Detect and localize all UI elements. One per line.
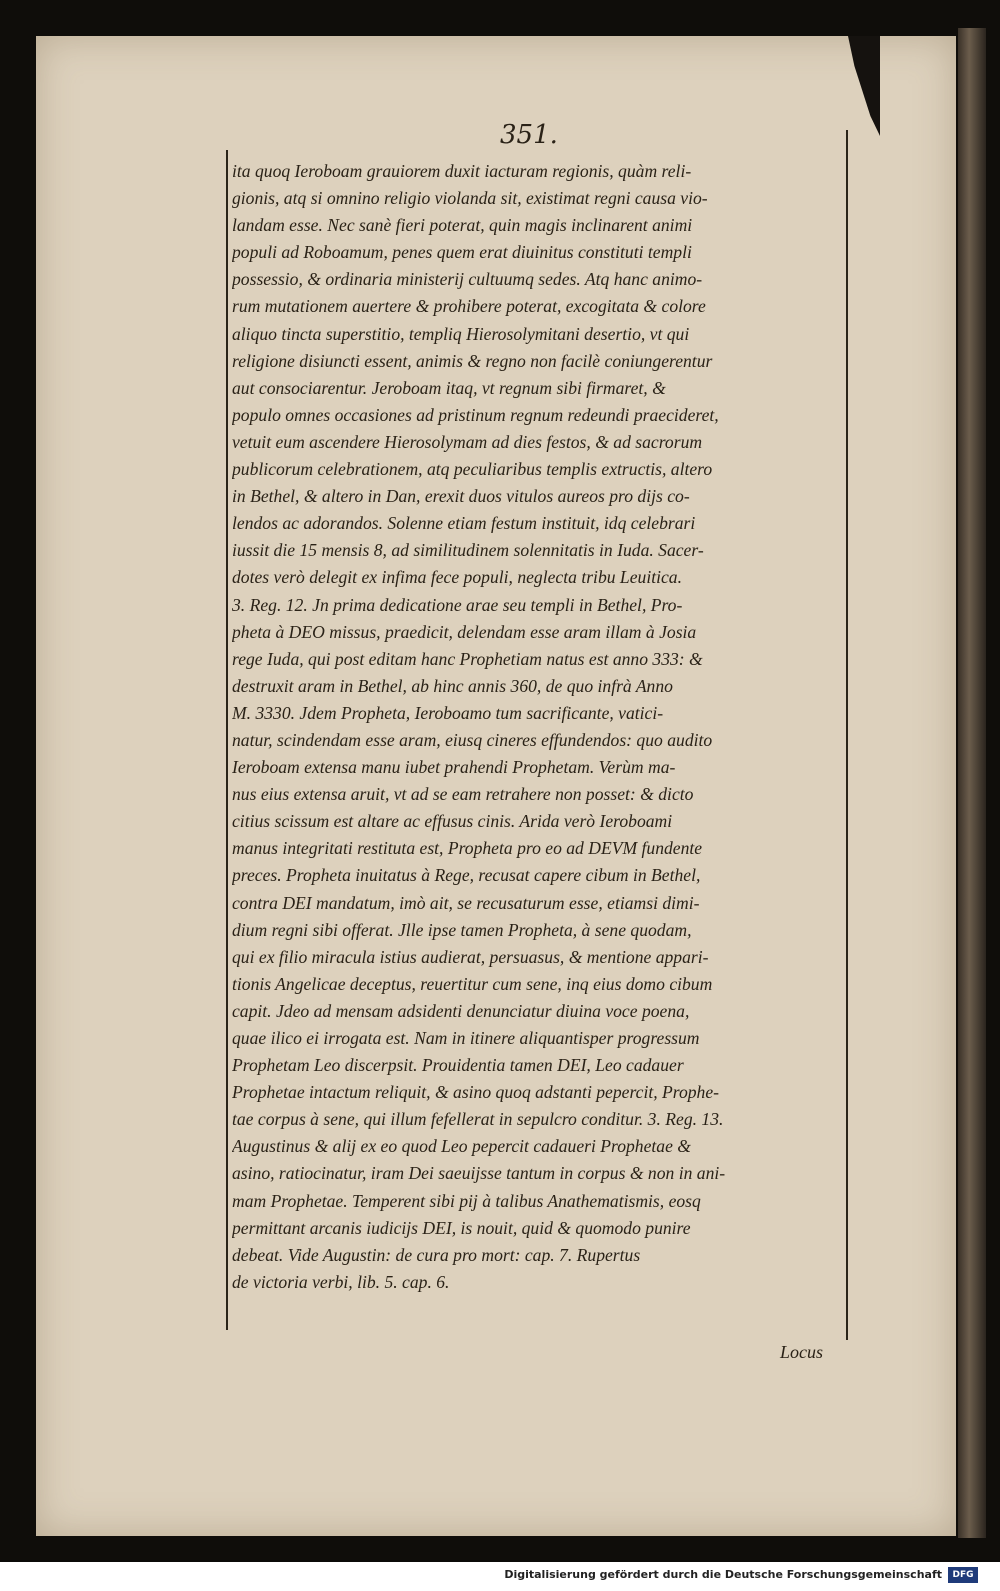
text-line: mam Prophetae. Temperent sibi pij à talibus Anathematismis, eosq — [232, 1190, 701, 1211]
text-line: M. 3330. Jdem Propheta, Ieroboamo tum sacrificante, vatici- — [232, 702, 664, 723]
text-line: publicorum celebrationem, atq peculiaribus templis extructis, altero — [232, 459, 713, 480]
text-line: dotes verò delegit ex infima fece populi, neglecta tribu Leuitica. — [232, 567, 682, 588]
page-edge — [958, 28, 986, 1538]
text-line: Prophetae intactum reliquit, & asino quoq adstanti pepercit, Prophe- — [232, 1082, 720, 1103]
text-line: religione disiuncti essent, animis & regno non facilè coniungerentur — [232, 350, 713, 371]
text-line: Augustinus & alij ex eo quod Leo pepercit cadaueri Prophetae & — [232, 1136, 691, 1157]
text-line: gionis, atq si omnino religio violanda sit, existimat regni causa vio- — [232, 188, 708, 209]
text-line: pheta à DEO missus, praedicit, delendam esse aram illam à Josia — [232, 621, 697, 642]
text-line: 3. Reg. 12. Jn prima dedicatione arae seu templi in Bethel, Pro- — [232, 594, 683, 615]
left-margin-rule — [226, 150, 228, 1330]
text-line: dium regni sibi offerat. Jlle ipse tamen Propheta, à sene quodam, — [232, 919, 692, 940]
text-line: capit. Jdeo ad mensam adsidenti denunciatur diuina voce poena, — [232, 1000, 690, 1021]
text-line: asino, ratiocinatur, iram Dei saeuijsse tantum in corpus & non in ani- — [232, 1163, 726, 1184]
text-line: debeat. Vide Augustin: de cura pro mort: cap. 7. Rupertus — [232, 1244, 641, 1265]
text-line: quae ilico ei irrogata est. Nam in itinere aliquantisper progressum — [232, 1028, 700, 1048]
text-line: populi ad Roboamum, penes quem erat diuinitus constituti templi — [232, 242, 692, 263]
text-line: in Bethel, & altero in Dan, erexit duos vitulos aureos pro dijs co- — [232, 486, 690, 507]
text-line: iussit die 15 mensis 8, ad similitudinem solennitatis in Iuda. Sacer- — [232, 540, 704, 561]
text-line: de victoria verbi, lib. 5. cap. 6. — [232, 1271, 450, 1292]
dfg-logo-icon: DFG — [948, 1567, 978, 1583]
right-margin-rule — [846, 130, 848, 1340]
text-line: contra DEI mandatum, imò ait, se recusaturum esse, etiamsi dimi- — [232, 892, 700, 913]
text-line: destruxit aram in Bethel, ab hinc annis 360, de quo infrà Anno — [232, 675, 673, 696]
text-line: landam esse. Nec sanè fieri poterat, quin magis inclinarent animi — [232, 215, 693, 236]
text-line: tionis Angelicae deceptus, reuertitur cum sene, inq eius domo cibum — [232, 973, 713, 994]
text-line: citius scissum est altare ac effusus cinis. Arida verò Ieroboami — [232, 811, 673, 832]
text-line: Prophetam Leo discerpsit. Prouidentia tamen DEI, Leo cadauer — [232, 1055, 684, 1076]
text-line: populo omnes occasiones ad pristinum regnum redeundi praecideret, — [232, 404, 719, 425]
funding-credit: Digitalisierung gefördert durch die Deutsche Forschungsgemeinschaft — [504, 1568, 942, 1581]
text-line: Ieroboam extensa manu iubet prahendi Prophetam. Verùm ma- — [232, 757, 676, 778]
body-text — [232, 158, 844, 1296]
text-line: vetuit eum ascendere Hierosolymam ad dies festos, & ad sacrorum — [232, 431, 703, 452]
text-line: permittant arcanis iudicijs DEI, is nouit, quid & quomodo punire — [232, 1217, 691, 1238]
text-line: rum mutationem auertere & prohibere poterat, excogitata & colore — [232, 296, 706, 317]
page-number: 351. — [500, 120, 558, 150]
text-line: tae corpus à sene, qui illum fefellerat in sepulcro conditur. 3. Reg. 13. — [232, 1109, 724, 1130]
text-line: natur, scindendam esse aram, eiusq cineres effundendos: quo audito — [232, 729, 713, 750]
text-line: preces. Propheta inuitatus à Rege, recusat capere cibum in Bethel, — [232, 865, 701, 886]
catchword: Locus — [780, 1342, 824, 1362]
text-line: ita quoq Ieroboam grauiorem duxit iacturam regionis, quàm reli- — [232, 161, 692, 181]
text-line: qui ex filio miracula istius audierat, persuasus, & mentione appari- — [232, 946, 709, 967]
text-line: nus eius extensa aruit, vt ad se eam retrahere non posset: & dicto — [232, 784, 694, 805]
text-line: aliquo tincta superstitio, templiq Hierosolymitani desertio, vt qui — [232, 323, 690, 344]
text-line: aut consociarentur. Jeroboam itaq, vt regnum sibi firmaret, & — [232, 377, 666, 398]
text-line: lendos ac adorandos. Solenne etiam festum instituit, idq celebrari — [232, 513, 696, 534]
footer-bar — [0, 1562, 1000, 1591]
text-line: manus integritati restituta est, Propheta pro eo ad DEVM fundente — [232, 838, 703, 859]
text-line: possessio, & ordinaria ministerij cultuumq sedes. Atq hanc animo- — [232, 269, 703, 290]
text-line: rege Iuda, qui post editam hanc Prophetiam natus est anno 333: & — [232, 648, 703, 669]
